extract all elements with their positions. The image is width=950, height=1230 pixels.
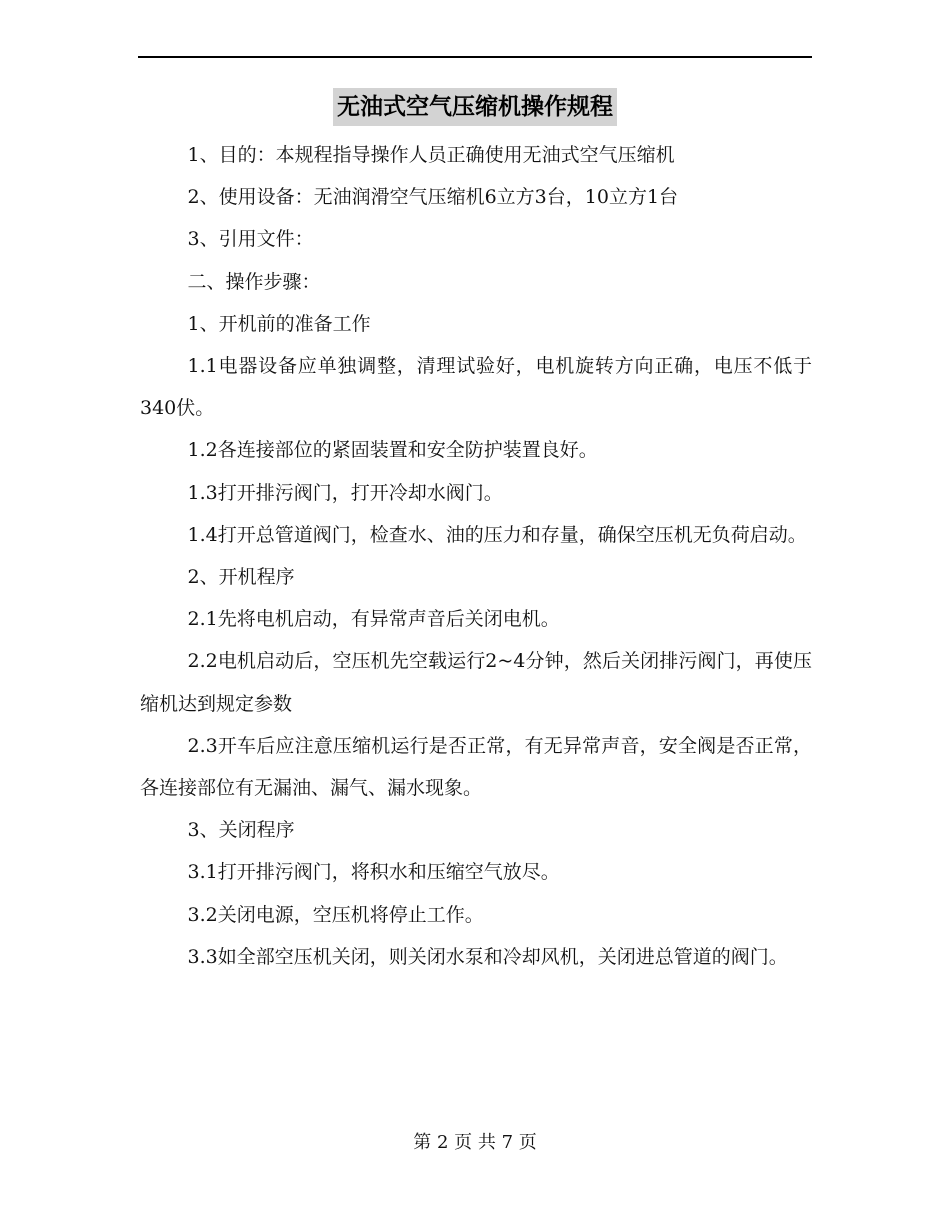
page-number-footer: 第 2 页 共 7 页 xyxy=(413,1132,537,1153)
subsection-preparation: 1、开机前的准备工作 xyxy=(187,312,371,335)
title-container xyxy=(0,88,950,126)
purpose-paragraph: 1、目的：本规程指导操作人员正确使用无油式空气压缩机 xyxy=(187,144,675,166)
reference-paragraph: 3、引用文件： xyxy=(187,228,314,251)
step-1-4: 1.4打开总管道阀门，检查水、油的压力和存量，确保空压机无负荷启动。 xyxy=(187,523,807,546)
step-2-2: 2.2电机启动后，空压机先空载运行2~4分钟，然后关闭排污阀门，再使压缩机达到规定参数 xyxy=(140,650,812,715)
document-body xyxy=(140,134,812,978)
header-rule xyxy=(138,56,812,58)
step-2-3: 2.3开车后应注意压缩机运行是否正常，有无异常声音，安全阀是否正常，各连接部位有无漏油、漏气、漏水现象。 xyxy=(140,734,812,800)
step-3-1: 3.1打开排污阀门，将积水和压缩空气放尽。 xyxy=(187,861,560,884)
section-heading-steps: 二、操作步骤： xyxy=(187,270,321,293)
subsection-startup: 2、开机程序 xyxy=(187,566,295,589)
document-title: 无油式空气压缩机操作规程 xyxy=(333,88,617,126)
step-3-3: 3.3如全部空压机关闭，则关闭水泵和冷却风机，关闭进总管道的阀门。 xyxy=(187,945,788,968)
subsection-shutdown: 3、关闭程序 xyxy=(187,819,295,842)
step-3-2: 3.2关闭电源，空压机将停止工作。 xyxy=(187,903,484,926)
step-1-3: 1.3打开排污阀门，打开冷却水阀门。 xyxy=(187,481,503,504)
equipment-paragraph: 2、使用设备：无油润滑空气压缩机6立方3台，10立方1台 xyxy=(187,186,679,209)
step-1-2: 1.2各连接部位的紧固装置和安全防护装置良好。 xyxy=(187,439,598,462)
step-1-1: 1.1电器设备应单独调整，清理试验好，电机旋转方向正确，电压不低于340伏。 xyxy=(140,355,812,420)
step-2-1: 2.1先将电机启动，有异常声音后关闭电机。 xyxy=(187,608,560,631)
